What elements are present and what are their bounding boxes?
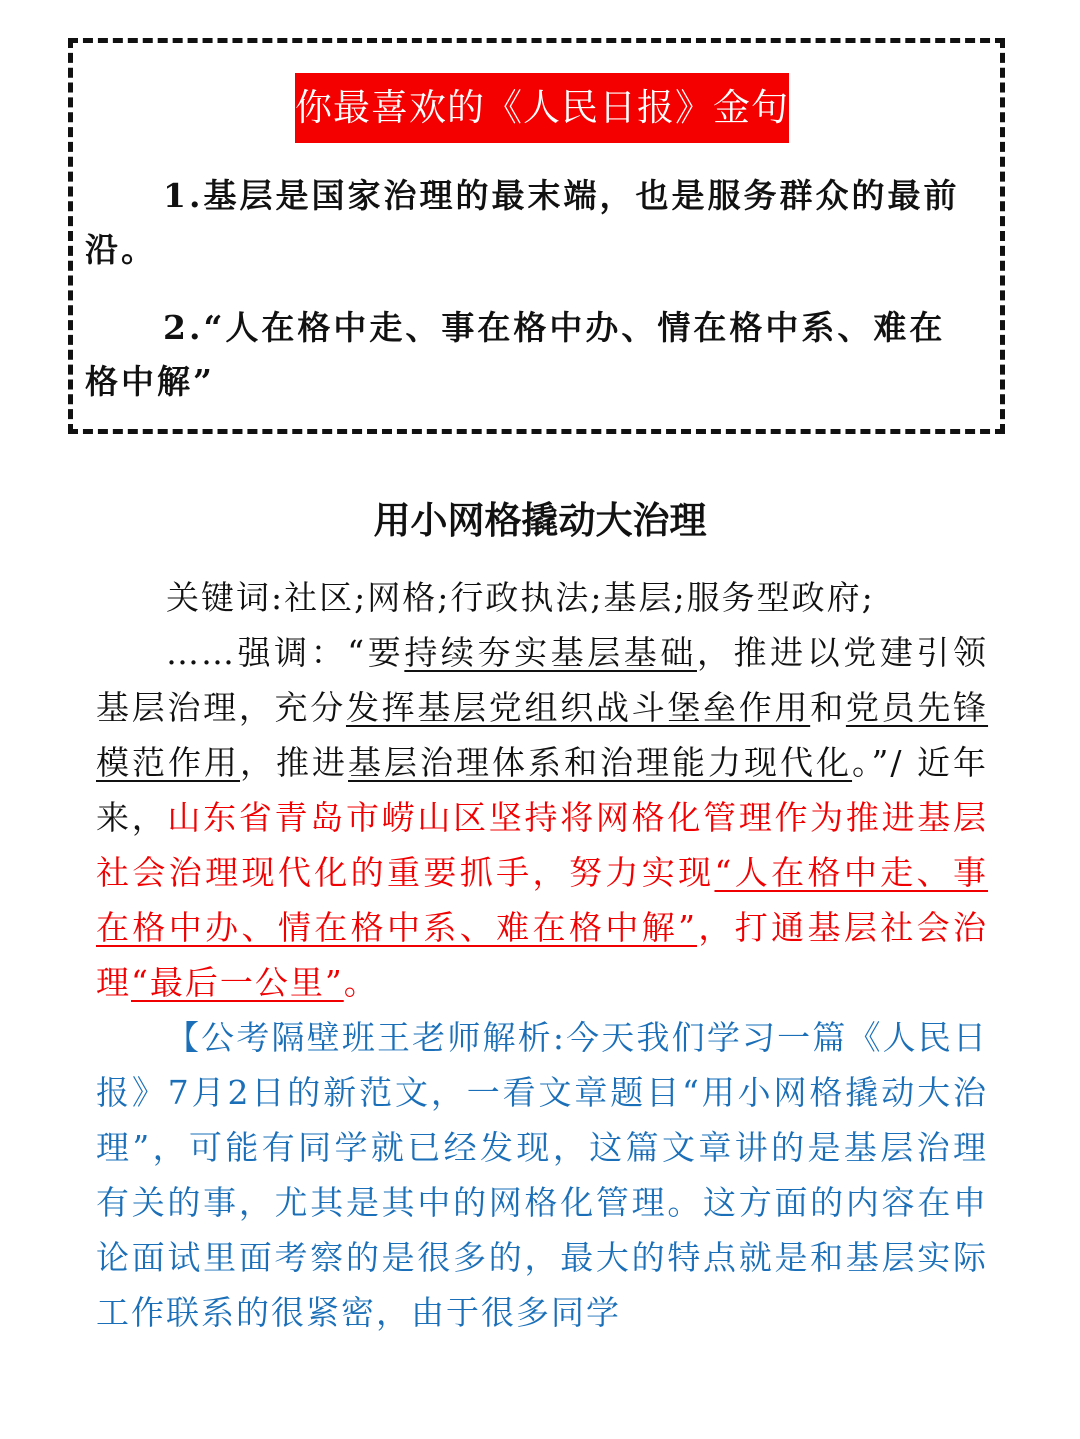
quote-item-2: 2.“人在格中走、事在格中办、情在格中系、难在格中解” (85, 308, 946, 401)
quote-box (68, 38, 1005, 434)
intro-text-2: 和 (810, 688, 846, 727)
intro-lead: ……强调：“要 (166, 633, 405, 672)
analysis-paragraph: 【公考隔壁班王老师解析:今天我们学习一篇《人民日报》7月2日的新范文，一看文章题目“用小网格撬动大治理”，可能有同学就已经发现，这篇文章讲的是基层治理有关的事，尤其是其中的网格化管理。这方面的内容在申论面试里面考察的是很多的，最大的特点就是和基层实际工作联系的很紧密，由于很多同学 (96, 1018, 988, 1332)
quote-box-header: 你最喜欢的《人民日报》金句 (295, 73, 789, 143)
intro-underline-3: 党员先锋模范作用 (96, 688, 989, 782)
intro-underline-1: 持续夯实基层基础 (404, 633, 697, 672)
quote-item-1: 1.基层是国家治理的最末端，也是服务群众的最前沿。 (85, 176, 960, 269)
intro-paragraph (96, 625, 988, 1010)
red-highlight-text-3: 。 (343, 963, 379, 1002)
red-highlight-text-1: 山东省青岛市崂山区坚持将网格化管理作为推进基层社会治理现代化的重要抓手，努力实现 (96, 798, 989, 892)
intro-underline-4: 基层治理体系和治理能力现代化 (348, 743, 853, 782)
article-body (96, 570, 988, 1340)
intro-underline-2: 发挥基层党组织战斗堡垒作用 (345, 688, 811, 727)
red-highlight-underline-2: “最后一公里” (131, 963, 344, 1002)
keywords-line: 关键词:社区;网格;行政执法;基层;服务型政府; (166, 578, 875, 617)
red-highlight-text-2: ，打通基层社会治理 (96, 908, 989, 1002)
intro-text-1: ，推进以党建引领基层治理，充分 (96, 633, 989, 727)
article-title: 用小网格撬动大治理 (373, 498, 707, 542)
intro-text-4: 。”/ 近年来， (96, 743, 989, 837)
red-highlight-underline-1: “人在格中走、事在格中办、情在格中系、难在格中解” (96, 853, 989, 947)
intro-text-3: ，推进 (240, 743, 349, 782)
